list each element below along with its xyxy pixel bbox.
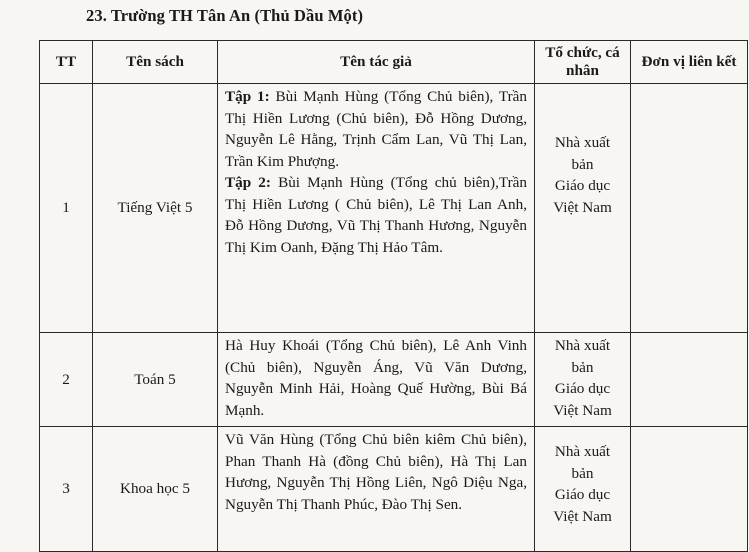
table-row bbox=[40, 84, 748, 333]
partner-unit bbox=[631, 84, 748, 333]
volume-1-authors bbox=[225, 86, 527, 172]
partner-unit bbox=[631, 427, 748, 552]
publisher-line: bản bbox=[571, 464, 594, 482]
volume-authors-text: Bùi Mạnh Hùng (Tổng chủ biên),Trần Thị Hiền Lương ( Chủ biên), Lê Thị Lan Anh, Đỗ Hồng Dương, Vũ Thị Thanh Hương, Nguyễn Thị Kim Oanh, Đặng Thị Hảo Tâm. bbox=[225, 174, 527, 256]
publisher-line: Nhà xuất bbox=[554, 443, 611, 460]
table-row bbox=[40, 427, 748, 552]
publisher-line: Nhà xuất bbox=[554, 337, 611, 354]
header-tt: TT bbox=[40, 41, 93, 84]
header-book-title: Tên sách bbox=[93, 41, 218, 84]
publisher bbox=[535, 427, 631, 552]
book-authors: Vũ Văn Hùng (Tổng Chủ biên kiêm Chủ biên), Phan Thanh Hà (đồng Chủ biên), Hà Thị Lan Hương, Nguyễn Thị Hồng Liên, Ngô Diệu Nga, Nguyễn Thị Thanh Phúc, Đào Thị Sen. bbox=[218, 427, 535, 552]
publisher-line: Nhà xuất bbox=[554, 134, 611, 151]
publisher-line: Việt Nam bbox=[553, 401, 612, 419]
book-title: Khoa học 5 bbox=[93, 427, 218, 552]
publisher-line: bản bbox=[571, 358, 594, 376]
publisher bbox=[535, 84, 631, 333]
publisher-line: bản bbox=[571, 155, 594, 173]
volume-2-authors bbox=[225, 172, 527, 258]
volume-label: Tập 2: bbox=[225, 174, 271, 191]
header-organization: Tổ chức, cá nhân bbox=[535, 41, 631, 84]
publisher-line: Giáo dục bbox=[554, 177, 611, 194]
book-authors: Hà Huy Khoái (Tổng Chủ biên), Lê Anh Vinh (Chủ biên), Nguyễn Áng, Vũ Văn Dương, Nguyễn Minh Hải, Hoàng Quế Hường, Bùi Bá Mạnh. bbox=[218, 333, 535, 427]
book-authors bbox=[218, 84, 535, 333]
publisher bbox=[535, 333, 631, 427]
section-heading: 23. Trường TH Tân An (Thủ Dầu Một) bbox=[86, 6, 364, 25]
book-title: Toán 5 bbox=[93, 333, 218, 427]
textbook-table bbox=[39, 40, 748, 552]
book-title: Tiếng Việt 5 bbox=[93, 84, 218, 333]
publisher-line: Việt Nam bbox=[553, 507, 612, 525]
table-row bbox=[40, 333, 748, 427]
header-authors: Tên tác giả bbox=[218, 41, 535, 84]
volume-label: Tập 1: bbox=[225, 88, 270, 105]
row-number: 1 bbox=[40, 84, 93, 333]
publisher-line: Việt Nam bbox=[553, 198, 612, 216]
header-partner: Đơn vị liên kết bbox=[631, 41, 748, 84]
partner-unit bbox=[631, 333, 748, 427]
publisher-line: Giáo dục bbox=[554, 486, 611, 503]
row-number: 2 bbox=[40, 333, 93, 427]
volume-authors-text: Bùi Mạnh Hùng (Tổng Chủ biên), Trần Thị Hiền Lương (Chủ biên), Đỗ Hồng Dương, Nguyễn Lê Hằng, Trịnh Cẩm Lan, Vũ Thị Lan, Trần Kim Phượng. bbox=[225, 88, 527, 170]
row-number: 3 bbox=[40, 427, 93, 552]
publisher-line: Giáo dục bbox=[554, 380, 611, 397]
table-header-row bbox=[40, 41, 748, 84]
